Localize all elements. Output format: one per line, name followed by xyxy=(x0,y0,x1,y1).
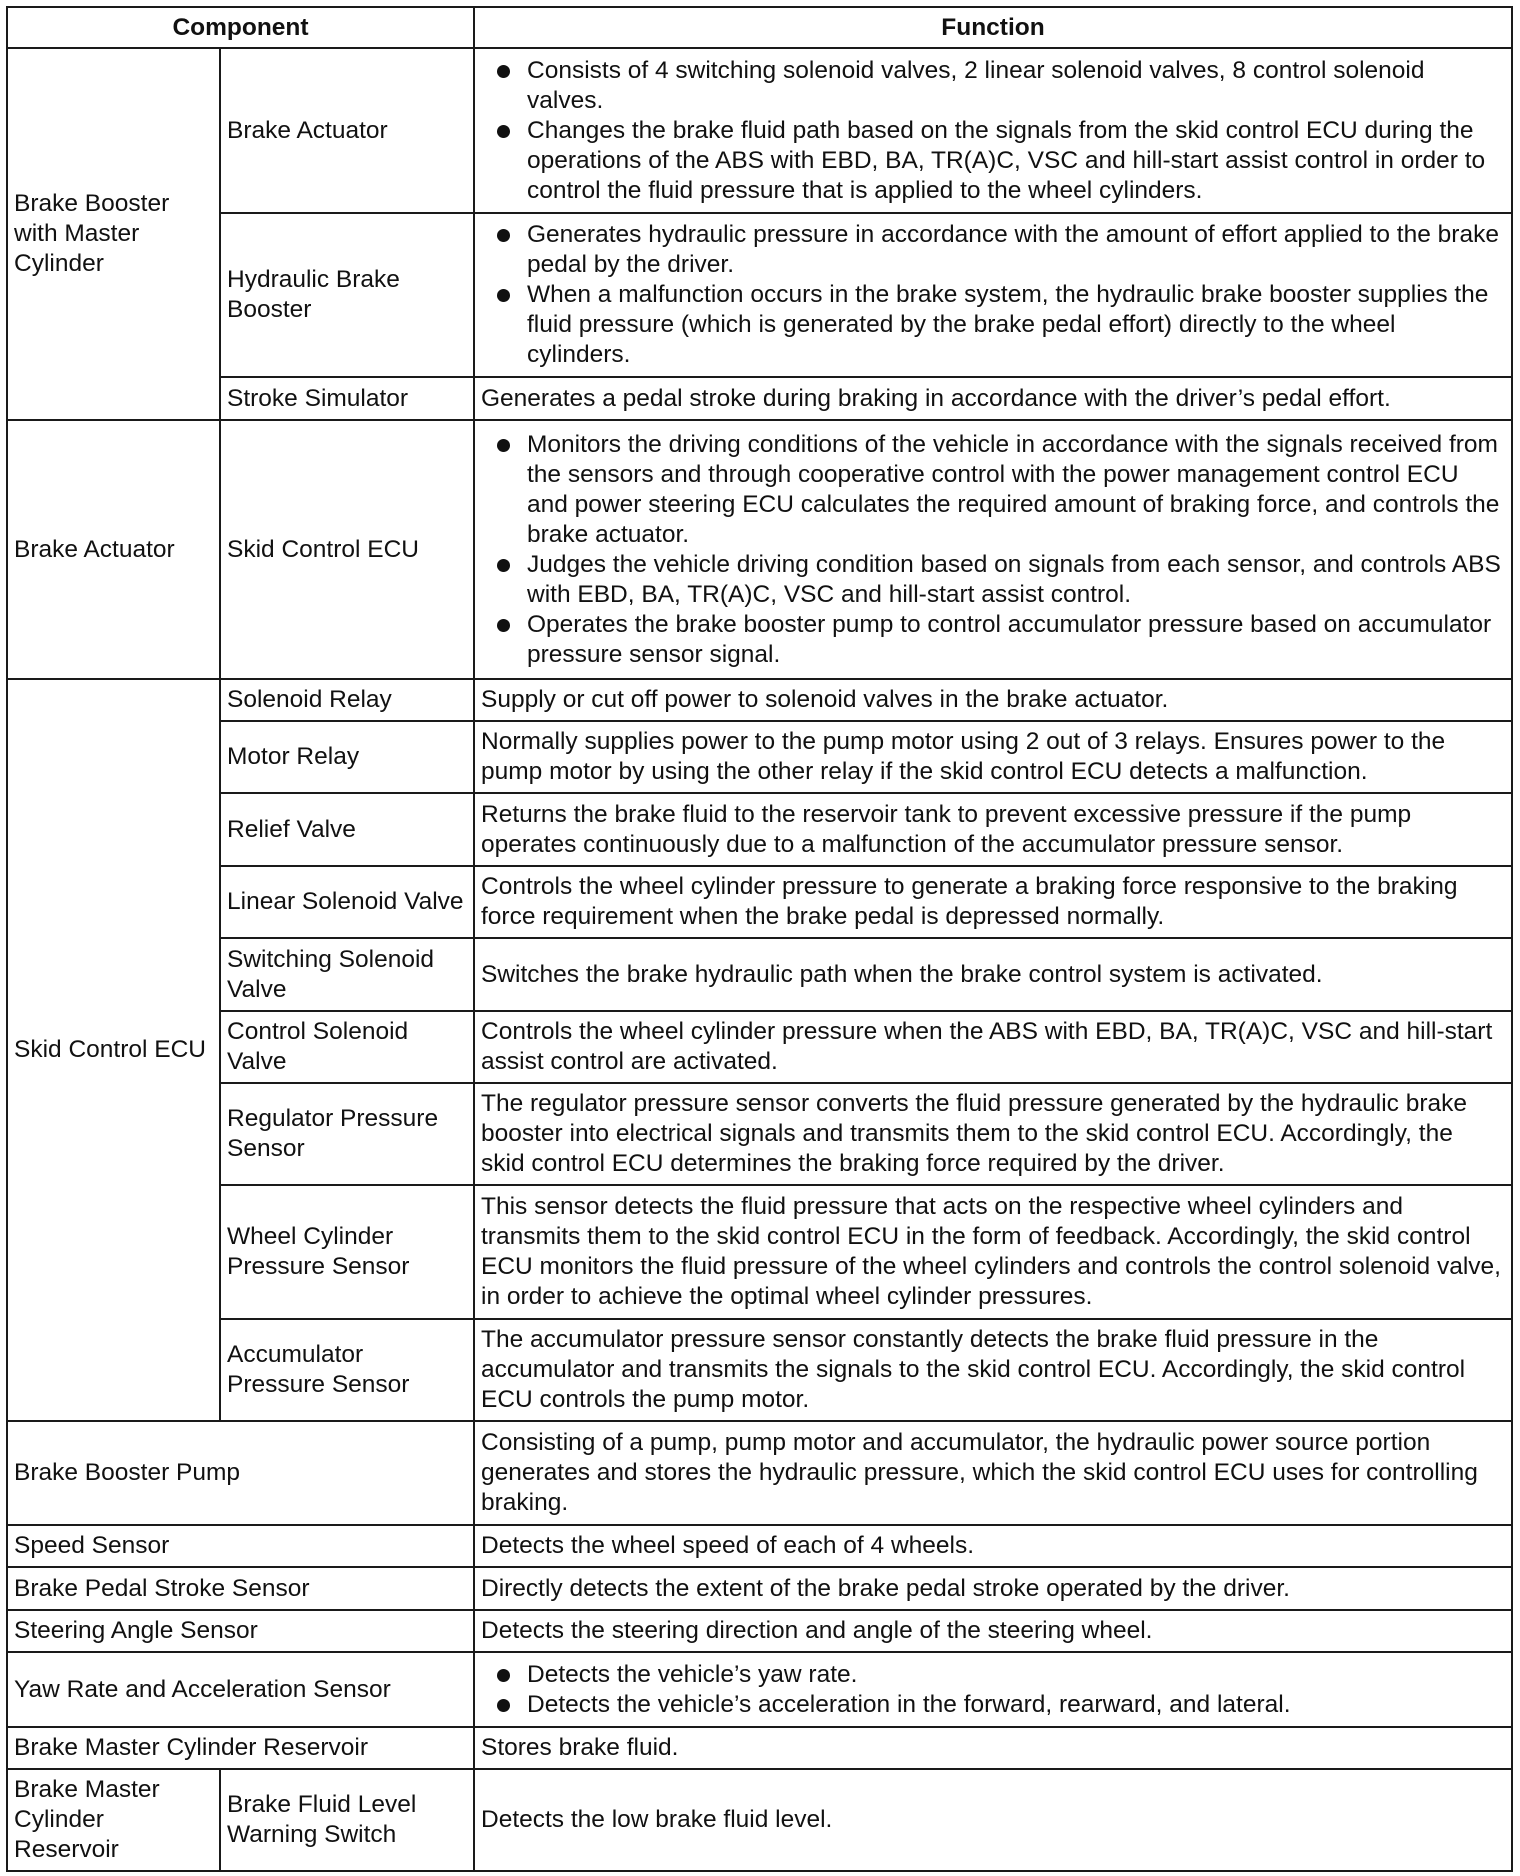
group-brake-actuator: Brake Actuator xyxy=(7,420,220,679)
bullet-icon xyxy=(497,619,510,632)
table-row xyxy=(7,1421,1512,1525)
table-row xyxy=(7,1727,1512,1769)
component-wheel-cylinder-pressure-sensor: Wheel Cylinder Pressure Sensor xyxy=(220,1185,474,1319)
bullet-item: Monitors the driving conditions of the vehicle in accordance with the signals received from the sensors and through cooperative control with the power management control ECU and power steering ECU calculates the required amount of braking force, and controls the brake actuator. xyxy=(497,430,1503,550)
header-function: Function xyxy=(474,7,1512,48)
function-hydraulic-brake-booster xyxy=(474,213,1512,377)
component-regulator-pressure-sensor: Regulator Pressure Sensor xyxy=(220,1083,474,1185)
table-row xyxy=(7,679,1512,721)
function-speed-sensor: Detects the wheel speed of each of 4 wheels. xyxy=(474,1525,1512,1567)
function-brake-booster-pump: Consisting of a pump, pump motor and accumulator, the hydraulic power source portion generates and stores the hydraulic pressure, which the skid control ECU uses for controlling braking. xyxy=(474,1421,1512,1525)
table-row xyxy=(7,1525,1512,1567)
component-motor-relay: Motor Relay xyxy=(220,721,474,793)
bullet-item: Judges the vehicle driving condition based on signals from each sensor, and controls ABS with EBD, BA, TR(A)C, VSC and hill-start assist control. xyxy=(497,550,1503,610)
table-row xyxy=(7,721,1512,793)
bullet-icon xyxy=(497,229,510,242)
function-relief-valve: Returns the brake fluid to the reservoir tank to prevent excessive pressure if the pump operates continuously due to a malfunction of the accumulator pressure sensor. xyxy=(474,793,1512,866)
table-row xyxy=(7,213,1512,377)
table-row xyxy=(7,1011,1512,1083)
component-function-table xyxy=(6,6,1513,1872)
function-regulator-pressure-sensor: The regulator pressure sensor converts the fluid pressure generated by the hydraulic brake booster into electrical signals and transmits them to the skid control ECU. Accordingly, the skid control ECU determines the braking force required by the driver. xyxy=(474,1083,1512,1185)
bullet-item: When a malfunction occurs in the brake system, the hydraulic brake booster supplies the fluid pressure (which is generated by the brake pedal effort) directly to the wheel cylinders. xyxy=(497,280,1503,370)
function-accumulator-pressure-sensor: The accumulator pressure sensor constantly detects the brake fluid pressure in the accumulator and transmits the signals to the skid control ECU. Accordingly, the skid control ECU controls the pump motor. xyxy=(474,1319,1512,1421)
group-brake-booster-with-master-cylinder: Brake Booster with Master Cylinder xyxy=(7,48,220,420)
component-yaw-rate-and-acceleration-sensor: Yaw Rate and Acceleration Sensor xyxy=(7,1652,474,1727)
table-row xyxy=(7,1652,1512,1727)
function-solenoid-relay: Supply or cut off power to solenoid valves in the brake actuator. xyxy=(474,679,1512,721)
function-brake-actuator xyxy=(474,48,1512,213)
component-brake-pedal-stroke-sensor: Brake Pedal Stroke Sensor xyxy=(7,1567,474,1610)
table-row xyxy=(7,1185,1512,1319)
table-row xyxy=(7,938,1512,1011)
group-skid-control-ecu: Skid Control ECU xyxy=(7,679,220,1421)
component-control-solenoid-valve: Control Solenoid Valve xyxy=(220,1011,474,1083)
bullet-icon xyxy=(497,439,510,452)
bullet-icon xyxy=(497,125,510,138)
table-row xyxy=(7,1769,1512,1871)
bullet-icon xyxy=(497,289,510,302)
component-switching-solenoid-valve: Switching Solenoid Valve xyxy=(220,938,474,1011)
function-brake-fluid-level-warning-switch: Detects the low brake fluid level. xyxy=(474,1769,1512,1871)
component-skid-control-ecu: Skid Control ECU xyxy=(220,420,474,679)
component-accumulator-pressure-sensor: Accumulator Pressure Sensor xyxy=(220,1319,474,1421)
bullet-item: Changes the brake fluid path based on the signals from the skid control ECU during the operations of the ABS with EBD, BA, TR(A)C, VSC and hill-start assist control in order to control the fluid pressure that is applied to the wheel cylinders. xyxy=(497,116,1503,206)
table-row xyxy=(7,420,1512,679)
bullet-item: Consists of 4 switching solenoid valves, 2 linear solenoid valves, 8 control solenoid valves. xyxy=(497,56,1503,116)
table-row xyxy=(7,1567,1512,1610)
bullet-icon xyxy=(497,1699,510,1712)
table-row xyxy=(7,866,1512,938)
table-row xyxy=(7,1083,1512,1185)
bullet-item: Detects the vehicle’s yaw rate. xyxy=(497,1660,1503,1690)
bullet-icon xyxy=(497,1669,510,1682)
function-motor-relay: Normally supplies power to the pump motor using 2 out of 3 relays. Ensures power to the pump motor by using the other relay if the skid control ECU detects a malfunction. xyxy=(474,721,1512,793)
function-yaw-rate-and-acceleration-sensor xyxy=(474,1652,1512,1727)
table-row xyxy=(7,1610,1512,1652)
bullet-item: Generates hydraulic pressure in accordance with the amount of effort applied to the brake pedal by the driver. xyxy=(497,220,1503,280)
function-steering-angle-sensor: Detects the steering direction and angle of the steering wheel. xyxy=(474,1610,1512,1652)
component-solenoid-relay: Solenoid Relay xyxy=(220,679,474,721)
component-hydraulic-brake-booster: Hydraulic Brake Booster xyxy=(220,213,474,377)
component-linear-solenoid-valve: Linear Solenoid Valve xyxy=(220,866,474,938)
function-brake-master-cylinder-reservoir: Stores brake fluid. xyxy=(474,1727,1512,1769)
component-speed-sensor: Speed Sensor xyxy=(7,1525,474,1567)
table-row xyxy=(7,793,1512,866)
function-wheel-cylinder-pressure-sensor: This sensor detects the fluid pressure that acts on the respective wheel cylinders and transmits them to the skid control ECU in the form of feedback. Accordingly, the skid control ECU monitors the fluid pressure of the wheel cylinders and controls the control solenoid valve, in order to achieve the optimal wheel cylinder pressures. xyxy=(474,1185,1512,1319)
component-brake-master-cylinder-reservoir: Brake Master Cylinder Reservoir xyxy=(7,1727,474,1769)
table-header-row xyxy=(7,7,1512,48)
table-row xyxy=(7,48,1512,213)
component-brake-fluid-level-warning-switch: Brake Fluid Level Warning Switch xyxy=(220,1769,474,1871)
bullet-icon xyxy=(497,559,510,572)
component-relief-valve: Relief Valve xyxy=(220,793,474,866)
table-row xyxy=(7,377,1512,420)
bullet-icon xyxy=(497,65,510,78)
bullet-item: Operates the brake booster pump to control accumulator pressure based on accumulator pressure sensor signal. xyxy=(497,610,1503,670)
table-row xyxy=(7,1319,1512,1421)
function-control-solenoid-valve: Controls the wheel cylinder pressure when the ABS with EBD, BA, TR(A)C, VSC and hill-start assist control are activated. xyxy=(474,1011,1512,1083)
component-brake-booster-pump: Brake Booster Pump xyxy=(7,1421,474,1525)
group-brake-master-cylinder-reservoir: Brake Master Cylinder Reservoir xyxy=(7,1769,220,1871)
function-linear-solenoid-valve: Controls the wheel cylinder pressure to generate a braking force responsive to the braking force requirement when the brake pedal is depressed normally. xyxy=(474,866,1512,938)
component-stroke-simulator: Stroke Simulator xyxy=(220,377,474,420)
bullet-item: Detects the vehicle’s acceleration in the forward, rearward, and lateral. xyxy=(497,1690,1503,1720)
function-stroke-simulator: Generates a pedal stroke during braking in accordance with the driver’s pedal effort. xyxy=(474,377,1512,420)
component-brake-actuator: Brake Actuator xyxy=(220,48,474,213)
component-steering-angle-sensor: Steering Angle Sensor xyxy=(7,1610,474,1652)
function-skid-control-ecu xyxy=(474,420,1512,679)
header-component: Component xyxy=(7,7,474,48)
function-brake-pedal-stroke-sensor: Directly detects the extent of the brake pedal stroke operated by the driver. xyxy=(474,1567,1512,1610)
function-switching-solenoid-valve: Switches the brake hydraulic path when the brake control system is activated. xyxy=(474,938,1512,1011)
